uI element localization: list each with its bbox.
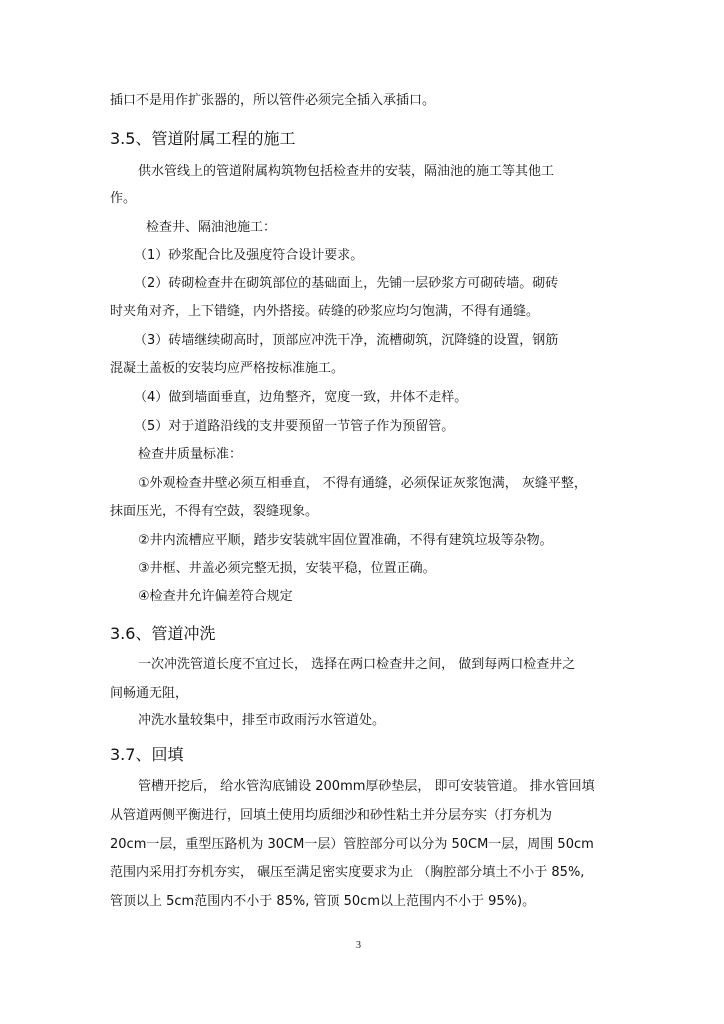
- paragraph-line: 冲洗水量较集中，排至市政雨污水管道处。: [138, 713, 386, 728]
- paragraph-line: 20cm一层，重型压路机为 30CM一层）管腔部分可以分为 50CM一层，周围 50cm: [110, 837, 594, 852]
- paragraph-line: 间畅通无阻，: [110, 686, 189, 701]
- list-item: （5）对于道路沿线的支井要预留一节管子作为预留管。: [134, 419, 455, 434]
- list-item-continuation: 混凝土盖板的安装均应严格按标准施工。: [110, 361, 345, 376]
- list-item: （4）做到墙面垂直，边角整齐，宽度一致，井体不走样。: [134, 390, 468, 405]
- standard-item-continuation: 抹面压光，不得有空鼓，裂缝现象。: [110, 504, 319, 519]
- standard-item: ③井框、井盖必须完整无损，安装平稳，位置正确。: [138, 561, 436, 576]
- paragraph-line: 管槽开挖后， 给水管沟底铺设 200mm厚砂垫层， 即可安装管道。 排水管回填: [138, 779, 595, 794]
- list-item: （2）砖砌检查井在砌筑部位的基础面上，先铺一层砂浆方可砌砖墙。砌砖: [134, 276, 559, 291]
- section-heading-3-7: 3.7、回填: [110, 745, 184, 764]
- page-number: 3: [356, 940, 361, 951]
- subheading: 检查井、隔油池施工：: [146, 220, 277, 235]
- subheading: 检查井质量标准：: [138, 447, 243, 462]
- standard-item: ①外观检查井壁必须互相垂直， 不得有通缝，必须保证灰浆饱满， 灰缝平整，: [138, 476, 587, 491]
- paragraph-line: 一次冲洗管道长度不宜过长， 选择在两口检查井之间， 做到每两口检查井之: [138, 657, 576, 672]
- list-item-continuation: 时夹角对齐，上下错缝，内外搭接。砖缝的砂浆应均匀饱满，不得有通缝。: [110, 304, 540, 319]
- standard-item: ②井内流槽应平顺，踏步安装就牢固位置准确，不得有建筑垃圾等杂物。: [138, 533, 553, 548]
- paragraph-line: 范围内采用打夯机夯实， 碾压至满足密实度要求为止 （胸腔部分填土不小于 85%,: [110, 865, 585, 880]
- paragraph-line: 供水管线上的管道附属构筑物包括检查井的安装，隔油池的施工等其他工: [138, 164, 555, 179]
- paragraph-line: 插口不是用作扩张器的，所以管件必须完全插入承插口。: [110, 93, 436, 108]
- paragraph-line: 从管道两侧平衡进行，回填土使用均质细沙和砂性粘土并分层夯实（打夯机为: [110, 808, 553, 823]
- paragraph-line: 管顶以上 5cm范围内不小于 85%, 管顶 50cm以上范围内不小于 95%)。: [110, 894, 536, 909]
- section-heading-3-5: 3.5、管道附属工程的施工: [110, 129, 296, 148]
- standard-item: ④检查井允许偏差符合规定: [138, 589, 293, 604]
- section-heading-3-6: 3.6、管道冲洗: [110, 624, 216, 643]
- list-item: （1）砂浆配合比及强度符合设计要求。: [134, 248, 364, 263]
- paragraph-line: 作。: [110, 191, 137, 206]
- list-item: （3）砖墙继续砌高时，顶部应冲洗干净，流槽砌筑，沉降缝的设置，钢筋: [134, 333, 559, 348]
